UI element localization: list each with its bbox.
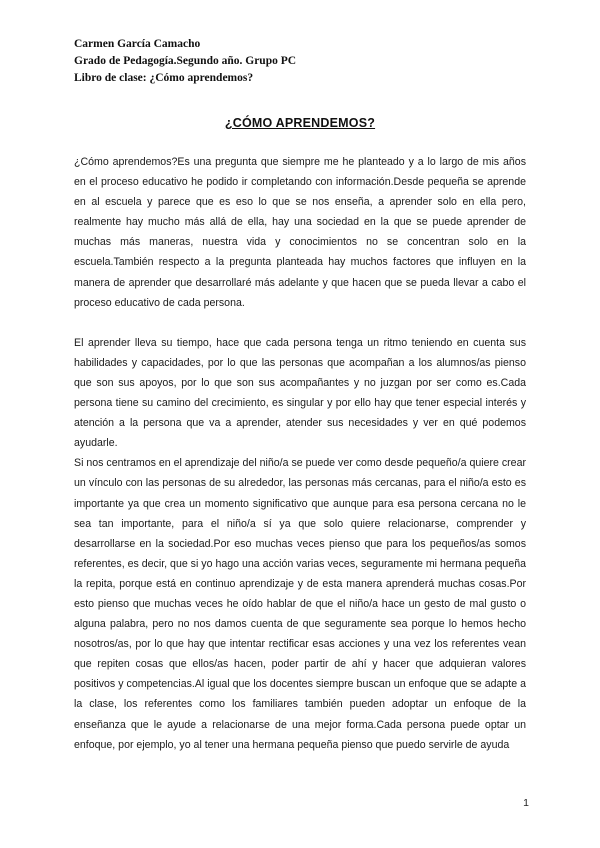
paragraph-1: ¿Cómo aprendemos?Es una pregunta que siempre me he planteado y a lo largo de mis años en el proceso educativo he podido ir completando con información.Desde pequeña se aprende en al escuela y parece que es eso lo que se nos enseña, a aprender solo en ella pero, realmente hay mucho más allá de ella, hay una sociedad en la que se puede aprender de muchas más maneras, nuestra vida y conocimientos no se concentran solo en la escuela.También respecto a la pregunta planteada hay muchos factores que influyen en la manera de aprender que desarrollaré más adelante y que hacen que se pueda llevar a cabo el proceso educativo de cada persona. (74, 156, 526, 309)
paragraph-3: Si nos centramos en el aprendizaje del niño/a se puede ver como desde pequeño/a quiere crear un vínculo con las personas de su alrededor, las personas más cercanas, para el niño/a esto es importante ya que crea un momento significativo que aunque para esa persona cercana no le sea tan importante, para el niño/a sí ya que solo quiere relacionarse, comprender y desarrollarse en la sociedad.Por eso muchas veces pienso que para los pequeños/as somos referentes, es decir, que si yo hago una acción varias veces, seguramente mi hermana pequeña la repita, porque está en continuo aprendizaje y de esta manera aprenderá muchas cosas.Por esto pienso que muchas veces he oído hablar de que el niño/a hace un gesto de mal gusto o alguna palabra, pero no nos damos cuenta de que seguramente sea porque lo hemos hecho nosotros/as, por lo que hay que intentar rectificar esas acciones y una vez los referentes vean que repiten cosas que ellos/as hacen, poder partir de ahí y hacer que adquieran valores positivos y competencias.Al igual que los docentes siempre buscan un enfoque que se adapte a la clase, los referentes como los familiares también pueden adoptar un enfoque de la enseñanza que le ayude a relacionarse de una mejor forma.Cada persona puede optar un enfoque, por ejemplo, yo al tener una hermana pequeña pienso que puedo servirle de ayuda (74, 457, 526, 751)
page-title: ¿CÓMO APRENDEMOS? (224, 116, 376, 130)
document-header (74, 36, 534, 87)
page-number: 1 (523, 797, 529, 809)
paragraph-2: El aprender lleva su tiempo, hace que cada persona tenga un ritmo teniendo en cuenta sus habilidades y capacidades, por lo que las personas que acompañan a los alumnos/as pienso que son sus apoyos, por lo que son sus acompañantes y no juzgan por ser como es.Cada persona tiene su camino del crecimiento, es singular y por ello hay que tener especial interés y atención a la persona que va a aprender, atender sus necesidades y ver en qué podemos ayudarle. (74, 336, 526, 450)
document-body (74, 152, 526, 755)
course-info: Grado de Pedagogía.Segundo año. Grupo PC (74, 55, 297, 67)
author-name: Carmen García Camacho (74, 38, 201, 50)
book-title: Libro de clase: ¿Cómo aprendemos? (74, 72, 254, 84)
